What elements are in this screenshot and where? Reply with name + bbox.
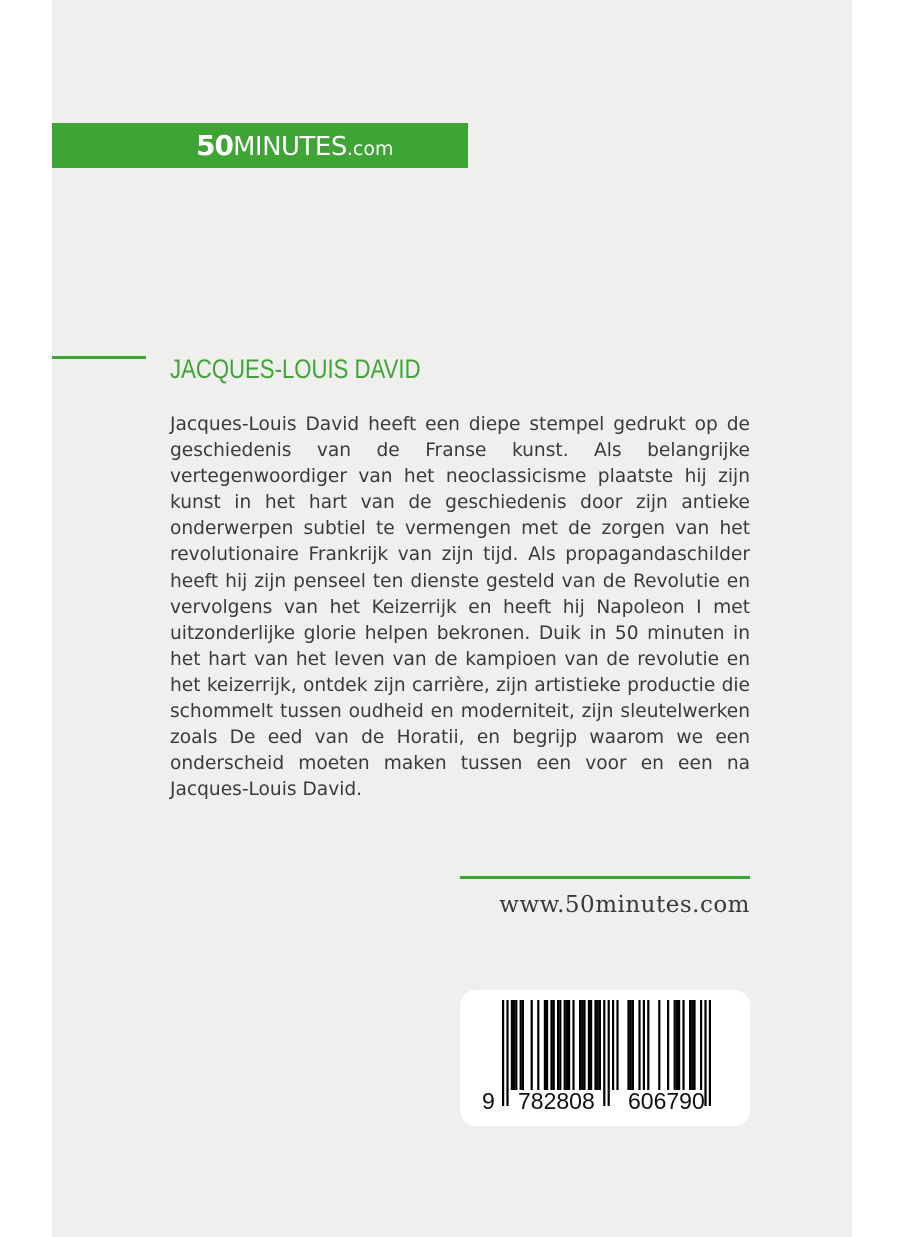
isbn-barcode xyxy=(460,990,750,1126)
barcode-bar xyxy=(693,1000,695,1090)
barcode-bar xyxy=(520,1000,522,1090)
book-description: Jacques-Louis David heeft een diepe stempel gedrukt op de geschiedenis van de Franse kunst. Als belangrijke vertegenwoordiger van het neoclassicisme plaatste hij zijn kunst in het hart van de geschiedenis door zijn antieke onderwerpen subtiel te vermengen met de zorgen van het revolutionaire Frankrijk van zijn tijd. Als propagandaschilder heeft hij zijn penseel ten dienste gesteld van de Revolutie en vervolgens van het Keizerrijk en heeft hij Napoleon I met uitzonderlijke glorie helpen bekronen. Duik in 50 minuten in het hart van het leven van de kampioen van de revolutie en het keizerrijk, ontdek zijn carrière, zijn artistieke productie die schommelt tussen oudheid en moderniteit, zijn sleutelwerken zoals De eed van de Horatii, en begrijp waarom we een onderscheid moeten maken tussen een voor en een na Jacques-Louis David. xyxy=(170,414,750,801)
barcode-guard-bar xyxy=(603,1000,605,1106)
barcode-bar xyxy=(511,1000,513,1090)
barcode-left-digits: 782808 xyxy=(518,1088,595,1114)
barcode-bar xyxy=(674,1000,676,1090)
barcode-bar xyxy=(557,1000,559,1090)
barcode-bar xyxy=(513,1000,515,1090)
barcode-guard-bar xyxy=(709,1000,711,1106)
barcode-bar xyxy=(612,1000,614,1090)
brand-logo-number: 50 xyxy=(196,129,233,162)
brand-logo xyxy=(196,129,394,162)
barcode-bar xyxy=(581,1000,583,1090)
barcode-bar xyxy=(566,1000,568,1090)
website-url: www.50minutes.com xyxy=(499,892,750,918)
barcode-bar xyxy=(647,1000,649,1090)
barcode-bar xyxy=(676,1000,678,1090)
barcode-bar xyxy=(691,1000,693,1090)
barcode-bar xyxy=(627,1000,629,1090)
title-accent-rule xyxy=(52,356,146,359)
brand-banner xyxy=(52,123,468,168)
barcode-bar xyxy=(553,1000,555,1090)
barcode-bar xyxy=(564,1000,566,1090)
back-cover xyxy=(52,0,852,1237)
brand-logo-suffix: .com xyxy=(346,138,394,160)
barcode-bar xyxy=(700,1000,702,1090)
barcode-guard-bar xyxy=(608,1000,610,1106)
barcode-bar xyxy=(597,1000,599,1090)
barcode-bar xyxy=(667,1000,669,1090)
barcode-bar xyxy=(678,1000,680,1090)
barcode-bar xyxy=(632,1000,634,1090)
barcode-guard-bar xyxy=(502,1000,504,1106)
barcode-bar xyxy=(559,1000,561,1090)
barcode-bar xyxy=(590,1000,592,1090)
barcode-bar xyxy=(616,1000,618,1090)
barcode-bar xyxy=(572,1000,574,1090)
barcode-bar xyxy=(568,1000,570,1090)
barcode-bar xyxy=(531,1000,533,1090)
barcode-bar xyxy=(630,1000,632,1090)
barcode-bar xyxy=(689,1000,691,1090)
barcode-bar xyxy=(599,1000,601,1090)
barcode-bar xyxy=(594,1000,596,1090)
barcode-bar xyxy=(588,1000,590,1090)
barcode-bars xyxy=(460,990,750,1126)
brand-logo-word: MINUTES xyxy=(232,132,347,162)
barcode-bar xyxy=(658,1000,660,1090)
barcode-bar xyxy=(515,1000,517,1090)
barcode-bar xyxy=(638,1000,640,1090)
barcode-bar xyxy=(544,1000,546,1090)
barcode-bar xyxy=(579,1000,581,1090)
barcode-bar xyxy=(522,1000,524,1090)
book-title: JACQUES-LOUIS DAVID xyxy=(170,354,421,384)
website-accent-rule xyxy=(460,876,750,879)
barcode-bar xyxy=(546,1000,548,1090)
barcode-right-digits: 606790 xyxy=(628,1088,705,1114)
barcode-bar xyxy=(550,1000,552,1090)
barcode-first-digit: 9 xyxy=(482,1088,495,1114)
barcode-bar xyxy=(583,1000,585,1090)
barcode-bar xyxy=(643,1000,645,1090)
barcode-bar xyxy=(537,1000,539,1090)
barcode-guard-bar xyxy=(506,1000,508,1106)
barcode-bar xyxy=(682,1000,684,1090)
